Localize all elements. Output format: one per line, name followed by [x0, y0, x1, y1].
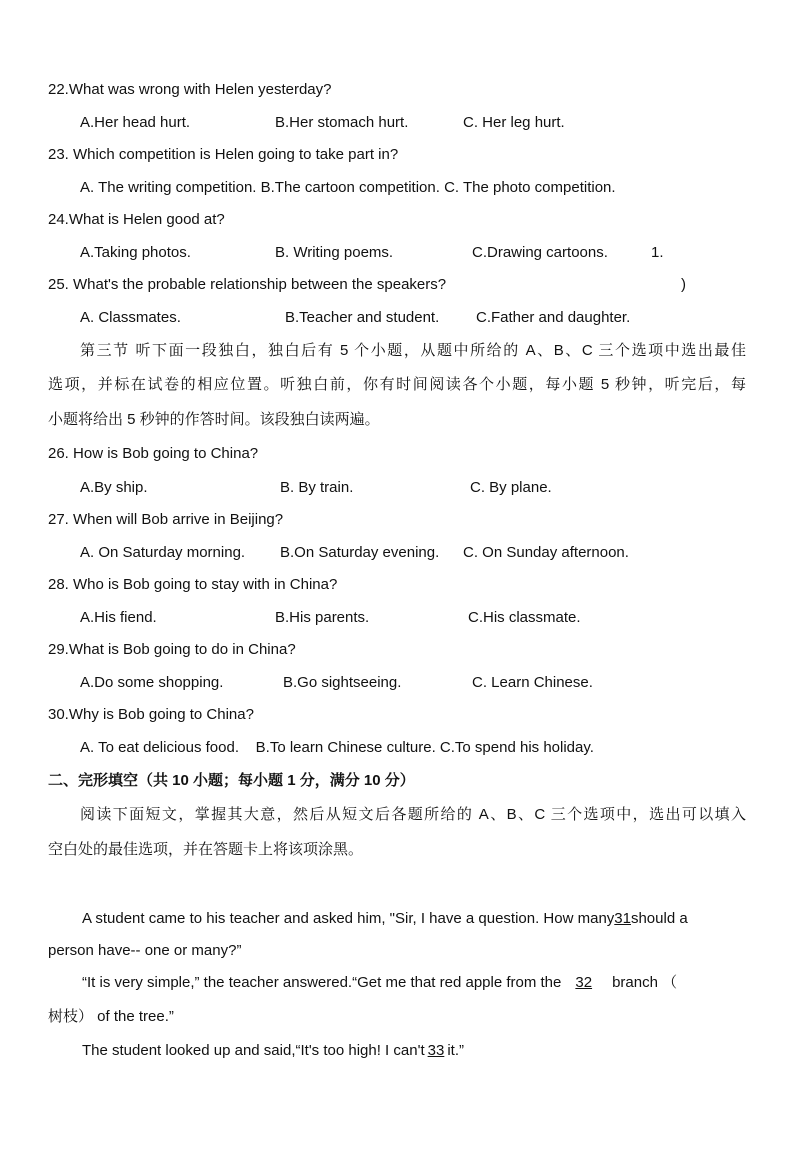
question-26-stem: 26. How is Bob going to China? — [48, 445, 259, 462]
question-29-stem: 29.What is Bob going to do in China? — [48, 641, 296, 658]
q27-option-b: B.On Saturday evening. — [280, 544, 440, 561]
q24-option-a: A.Taking photos. — [80, 244, 191, 261]
question-27-stem: 27. When will Bob arrive in Beijing? — [48, 511, 284, 528]
passage-line-3: “It is very simple,” the teacher answered.“Get me that red apple from the 32 branch （ — [82, 974, 678, 991]
q25-option-b: B.Teacher and student. — [285, 309, 440, 326]
passage-line-1 — [82, 909, 746, 929]
passage-line-5: The student looked up and said,“It's too high! I can't 33 it.” — [82, 1042, 464, 1059]
q27-option-c: C. On Sunday afternoon. — [463, 544, 629, 561]
passage-line-4: 树枝） of the tree.” — [48, 1008, 174, 1025]
q26-option-a: A.By ship. — [80, 479, 148, 496]
passage-text: A student came to his teacher and asked him, "Sir, I have a question. How many31should a — [82, 910, 688, 927]
q28-option-c: C.His classmate. — [468, 609, 581, 626]
q25-option-a: A. Classmates. — [80, 309, 181, 326]
blank-32: 32 — [575, 974, 593, 991]
q24-option-c: C.Drawing cartoons. — [472, 244, 608, 261]
section3-instruction-line3: 小题将给出 5 秒钟的作答时间。该段独白读两遍。 — [48, 411, 380, 428]
q25-paren: ) — [681, 276, 686, 293]
question-22-stem: 22.What was wrong with Helen yesterday? — [48, 81, 332, 98]
q29-option-c: C. Learn Chinese. — [472, 674, 593, 691]
passage-line-2: person have-- one or many?” — [48, 942, 242, 959]
blank-31: 31 — [614, 910, 631, 927]
q26-option-b: B. By train. — [280, 479, 354, 496]
q29-option-b: B.Go sightseeing. — [283, 674, 402, 691]
q28-option-a: A.His fiend. — [80, 609, 157, 626]
q24-option-b: B. Writing poems. — [275, 244, 394, 261]
q22-option-b: B.Her stomach hurt. — [275, 114, 409, 131]
question-24-stem: 24.What is Helen good at? — [48, 211, 225, 228]
blank-33: 33 — [427, 1042, 445, 1059]
q26-option-c: C. By plane. — [470, 479, 552, 496]
question-28-stem: 28. Who is Bob going to stay with in China? — [48, 576, 338, 593]
part2-heading: 二、完形填空（共 10 小题；每小题 1 分，满分 10 分） — [48, 772, 415, 789]
question-30-stem: 30.Why is Bob going to China? — [48, 706, 254, 723]
q25-option-c: C.Father and daughter. — [476, 309, 631, 326]
q28-option-b: B.His parents. — [275, 609, 370, 626]
question-23-stem: 23. Which competition is Helen going to take part in? — [48, 146, 399, 163]
q27-option-a: A. On Saturday morning. — [80, 544, 246, 561]
part2-instruction-line1: 阅读下面短文，掌握其大意，然后从短文后各题所给的 A、B、C 三个选项中，选出可以填入 — [80, 806, 746, 823]
part2-instruction-line2: 空白处的最佳选项，并在答题卡上将该项涂黑。 — [48, 841, 364, 858]
q29-option-a: A.Do some shopping. — [80, 674, 224, 691]
q23-options: A. The writing competition. B.The cartoon competition. C. The photo competition. — [80, 179, 616, 196]
section3-instruction-line1: 第三节 听下面一段独白，独白后有 5 个小题，从题中所给的 A、B、C 三个选项中选出最佳 — [80, 342, 746, 359]
q22-option-c: C. Her leg hurt. — [463, 114, 565, 131]
q30-options: A. To eat delicious food. B.To learn Chinese culture. C.To spend his holiday. — [80, 739, 594, 756]
q22-option-a: A.Her head hurt. — [80, 114, 191, 131]
q24-extra-mark: 1. — [651, 244, 664, 261]
section3-instruction-line2: 选项，并标在试卷的相应位置。听独白前，你有时间阅读各个小题，每小题 5 秒钟，听完后，每 — [48, 376, 746, 393]
question-25-stem: 25. What's the probable relationship between the speakers? — [48, 276, 447, 293]
